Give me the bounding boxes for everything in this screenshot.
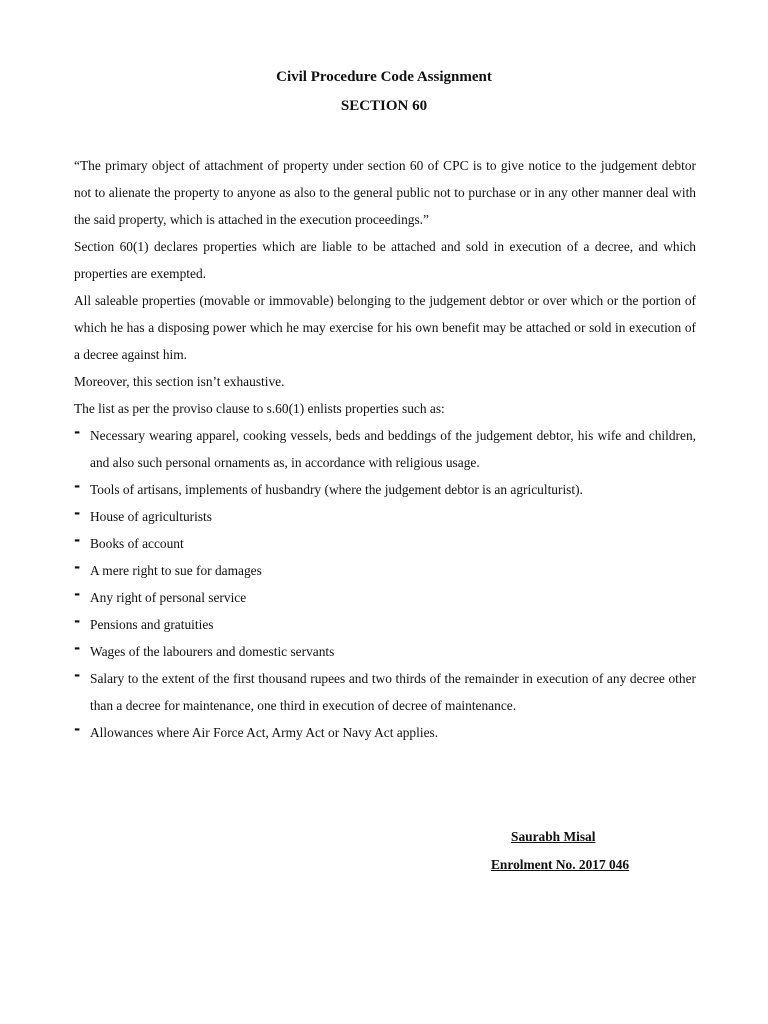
list-item-text: Any right of personal service [90, 590, 247, 605]
bullet-dash-icon: - [74, 639, 81, 657]
author-name: Saurabh Misal [511, 829, 596, 844]
list-item-text: Wages of the labourers and domestic servants [90, 644, 335, 659]
list-item-text: Books of account [90, 536, 184, 551]
paragraph-list-intro: The list as per the proviso clause to s.60(1) enlists properties such as: [74, 401, 445, 416]
list-item-text: Tools of artisans, implements of husbandry (where the judgement debtor is an agriculturist). [90, 482, 583, 497]
bullet-dash-icon: - [74, 531, 81, 549]
bullet-dash-icon: - [74, 720, 81, 738]
list-item [74, 665, 696, 719]
list-item-text: Allowances where Air Force Act, Army Act or Navy Act applies. [90, 725, 439, 740]
section-heading: SECTION 60 [340, 98, 428, 114]
list-item [74, 584, 696, 611]
list-item [74, 638, 696, 665]
document-body [74, 152, 696, 746]
list-item-text: House of agriculturists [90, 509, 212, 524]
bullet-dash-icon: - [74, 666, 81, 684]
list-item [74, 422, 696, 476]
enrolment-number: Enrolment No. 2017 046 [491, 857, 630, 872]
bullet-dash-icon: - [74, 477, 81, 495]
paragraph-not-exhaustive: Moreover, this section isn’t exhaustive. [74, 374, 285, 389]
list-item-text: A mere right to sue for damages [90, 563, 262, 578]
quote-paragraph: “The primary object of attachment of property under section 60 of CPC is to give notice to the judgement debtor not to alienate the property to anyone as also to the general public not to purchase or in any other manner deal with the said property, which is attached in the execution proceedings.” [74, 158, 696, 227]
list-item [74, 503, 696, 530]
list-item [74, 719, 696, 746]
list-item [74, 476, 696, 503]
list-item-text: Salary to the extent of the first thousand rupees and two thirds of the remainder in execution of any decree other than a decree for maintenance, one third in execution of decree of maintenance. [90, 671, 696, 713]
paragraph-section-60-1: Section 60(1) declares properties which are liable to be attached and sold in execution of a decree, and which properties are exempted. [74, 239, 696, 281]
bullet-dash-icon: - [74, 504, 81, 522]
document-title: Civil Procedure Code Assignment [276, 69, 492, 85]
paragraph-saleable-properties: All saleable properties (movable or immovable) belonging to the judgement debtor or over which or the portion of which he has a disposing power which he may exercise for his own benefit may be attached or sold in execution of a decree against him. [74, 293, 696, 362]
list-item [74, 557, 696, 584]
list-item-text: Necessary wearing apparel, cooking vessels, beds and beddings of the judgement debtor, his wife and children, and also such personal ornaments as, in accordance with religious usage. [90, 428, 696, 470]
bullet-dash-icon: - [74, 585, 81, 603]
bullet-dash-icon: - [74, 612, 81, 630]
list-item [74, 530, 696, 557]
list-item-text: Pensions and gratuities [90, 617, 214, 632]
exempt-properties-list [74, 422, 696, 746]
bullet-dash-icon: - [74, 423, 81, 441]
bullet-dash-icon: - [74, 558, 81, 576]
list-item [74, 611, 696, 638]
